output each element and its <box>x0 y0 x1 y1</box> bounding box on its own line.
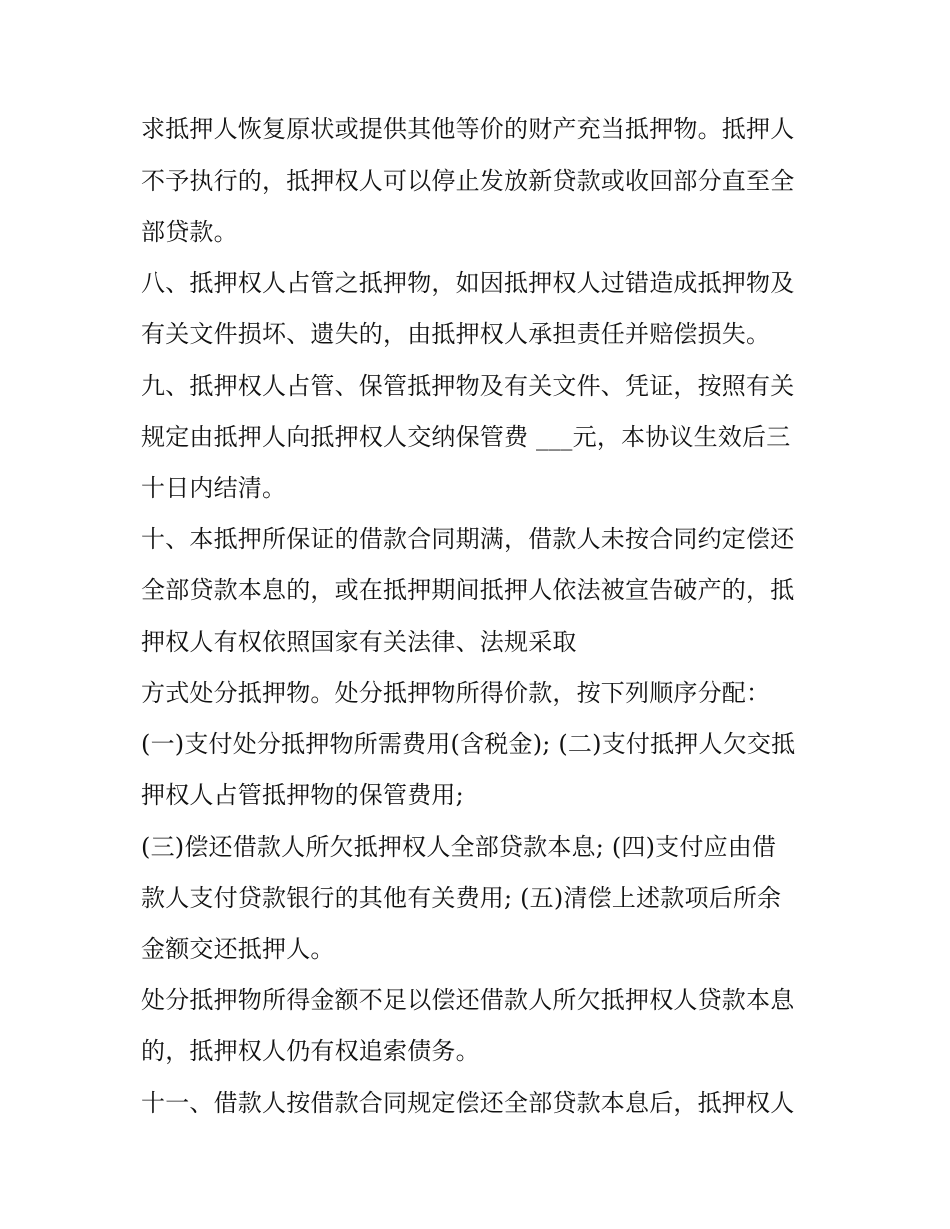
text-line: 十日内结清。 <box>141 474 287 502</box>
text-line: 八、抵押权人占管之抵押物，如因抵押权人过错造成抵押物及 <box>141 269 795 297</box>
text-line: 规定由抵押人向抵押权人交纳保管费 ___元，本协议生效后三 <box>141 423 791 451</box>
text-line: 方式处分抵押物。处分抵押物所得价款，按下列顺序分配： <box>141 679 771 707</box>
text-line: 十一、借款人按借款合同规定偿还全部贷款本息后，抵押权人 <box>141 1089 795 1117</box>
text-line: 全部贷款本息的，或在抵押期间抵押人依法被宣告破产的，抵 <box>141 576 795 604</box>
text-line: 部贷款。 <box>141 218 238 246</box>
text-line: 有关文件损坏、遗失的，由抵押权人承担责任并赔偿损失。 <box>141 320 771 348</box>
text-line: 九、抵押权人占管、保管抵押物及有关文件、凭证，按照有关 <box>141 372 795 400</box>
text-line: 处分抵押物所得金额不足以偿还借款人所欠抵押权人贷款本息 <box>141 986 795 1014</box>
text-line: 不予执行的，抵押权人可以停止发放新贷款或收回部分直至全 <box>141 167 795 195</box>
text-line: (三)偿还借款人所欠抵押权人全部贷款本息; (四)支付应由借 <box>141 833 777 861</box>
text-line: 押权人有权依照国家有关法律、法规采取 <box>141 628 577 656</box>
text-line: 十、本抵押所保证的借款合同期满，借款人未按合同约定偿还 <box>141 525 795 553</box>
text-line: 的，抵押权人仍有权追索债务。 <box>141 1037 480 1065</box>
text-line: (一)支付处分抵押物所需费用(含税金); (二)支付抵押人欠交抵 <box>141 730 796 758</box>
text-line: 款人支付贷款银行的其他有关费用; (五)清偿上述款项后所余 <box>141 884 782 912</box>
text-line: 押权人占管抵押物的保管费用; <box>141 781 464 809</box>
text-line: 求抵押人恢复原状或提供其他等价的财产充当抵押物。抵押人 <box>141 115 795 143</box>
text-line: 金额交还抵押人。 <box>141 935 335 963</box>
